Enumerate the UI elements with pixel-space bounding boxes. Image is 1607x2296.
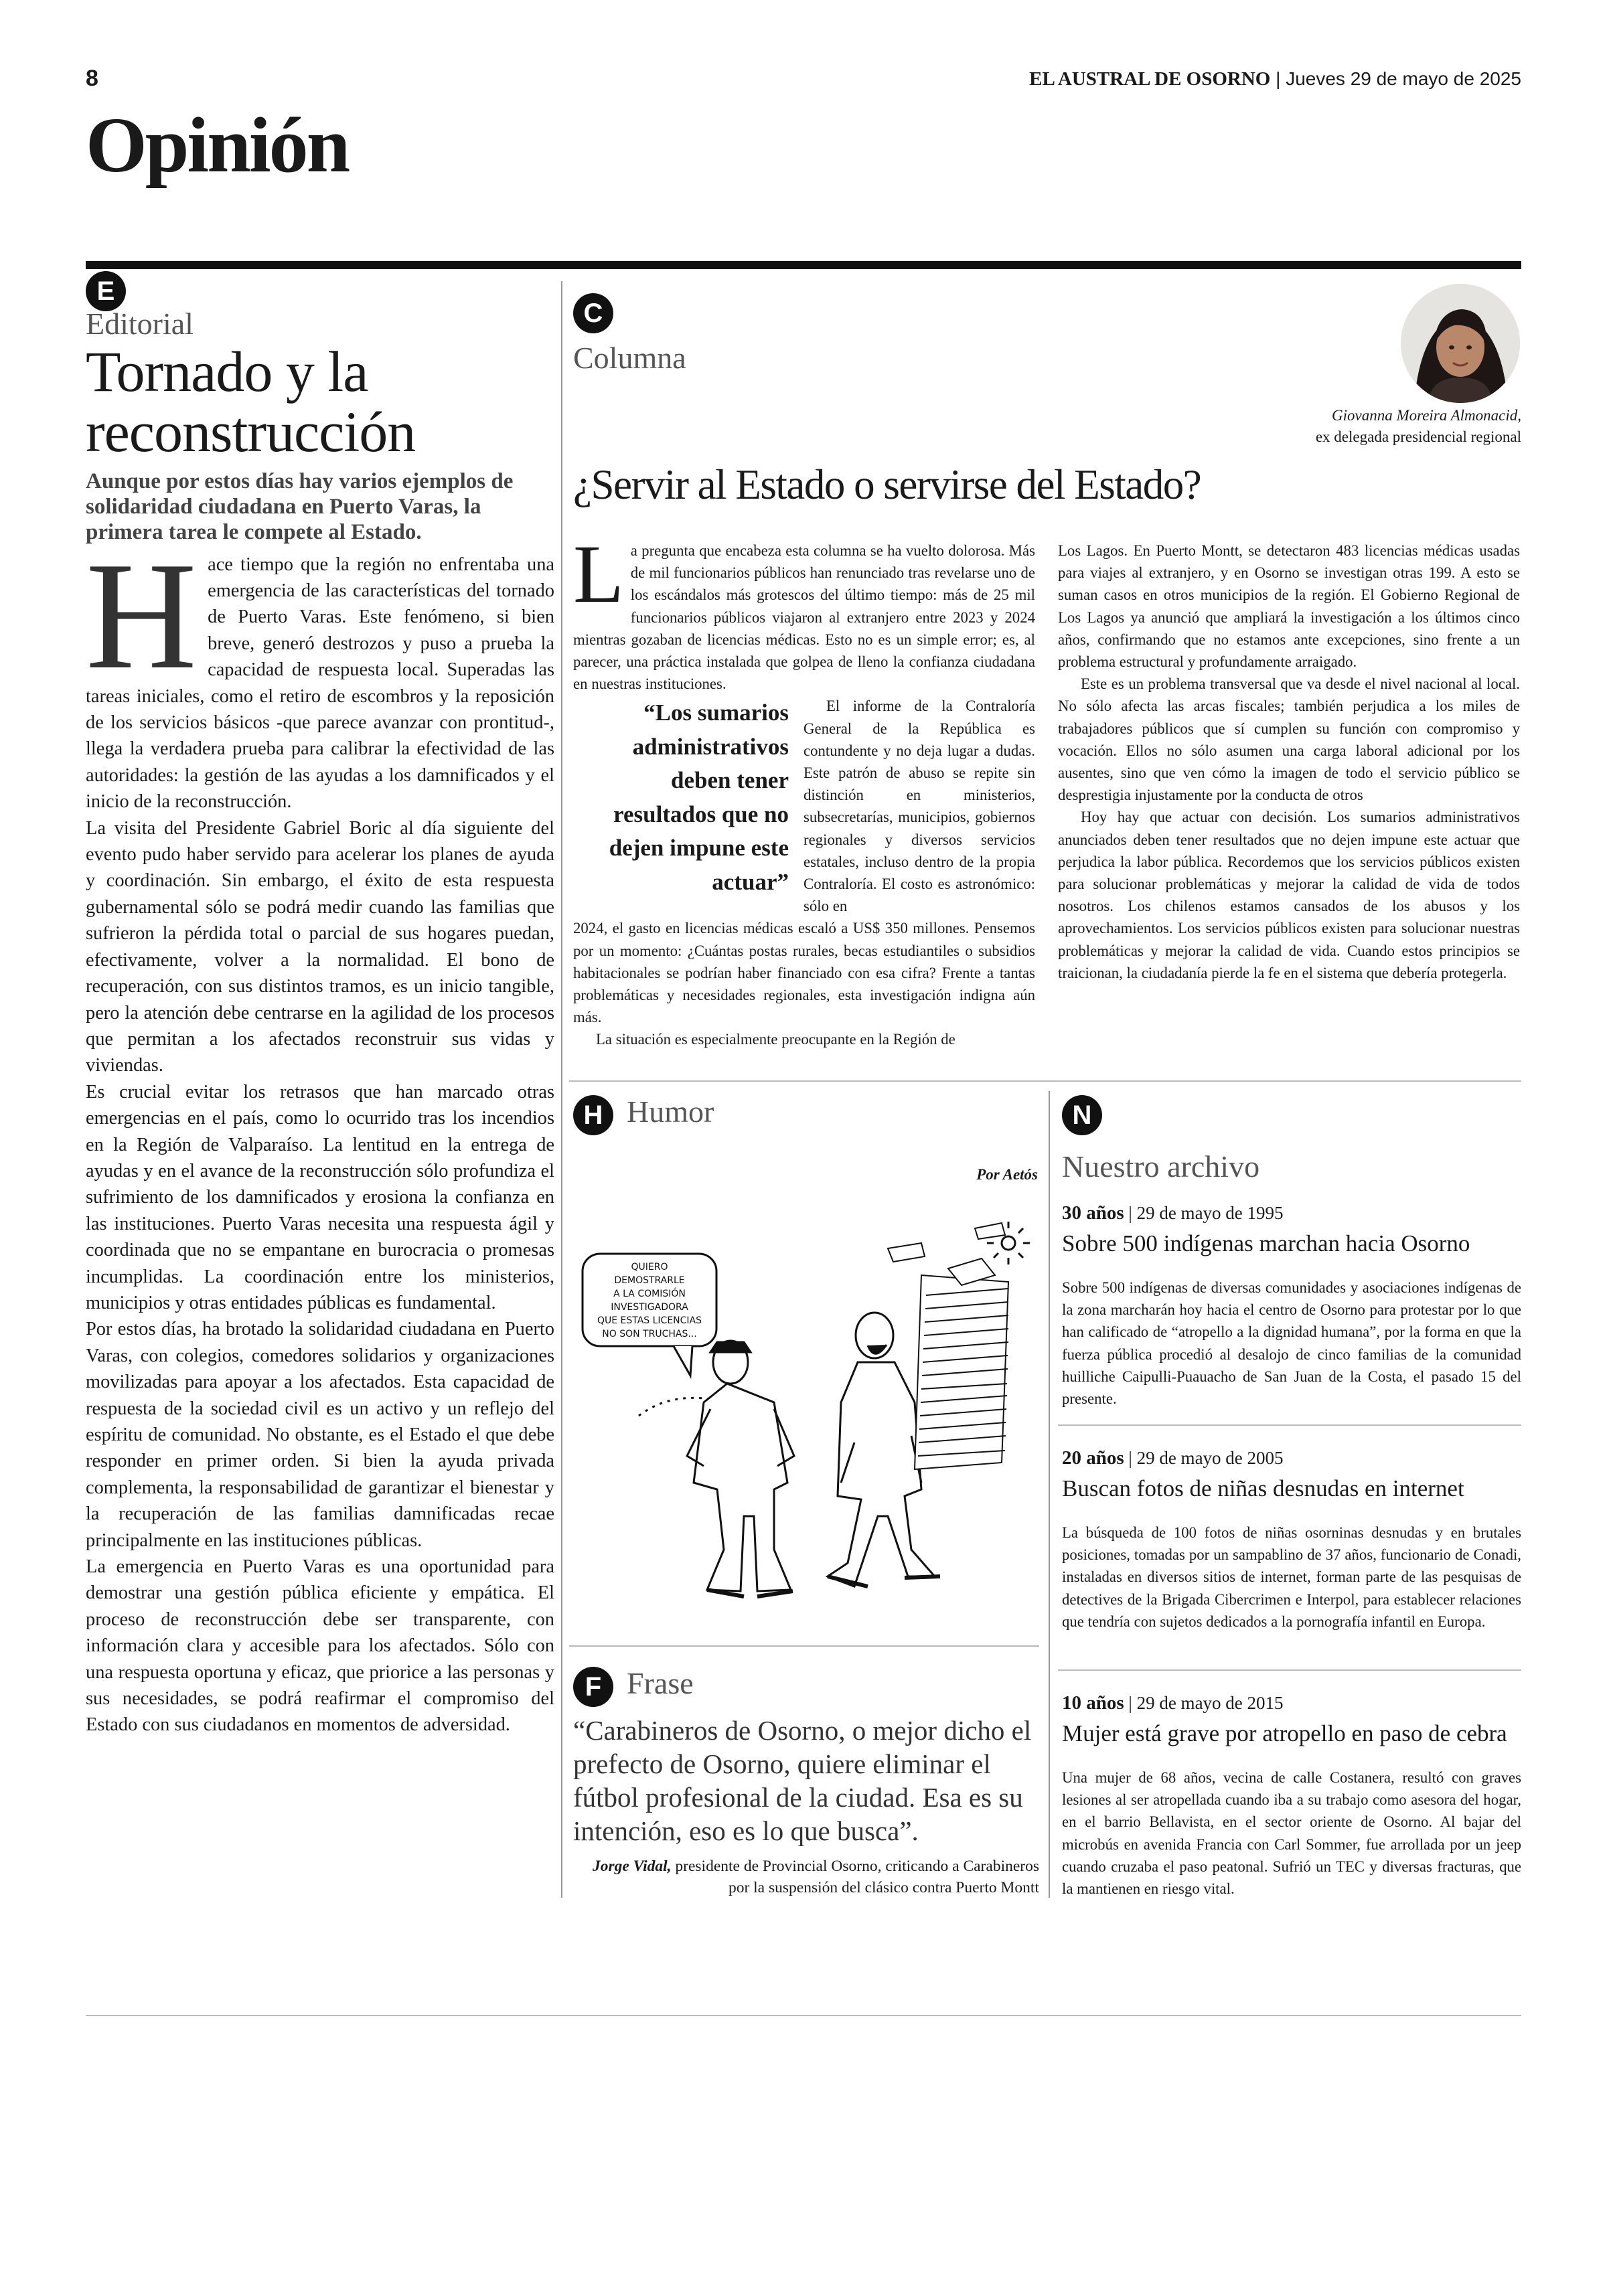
pullquote-row xyxy=(573,695,1035,917)
editorial-deck: Aunque por estos días hay varios ejemplos de solidaridad ciudadana en Puerto Varas, la primera tarea le compete al Estado. xyxy=(86,469,514,544)
column-lead-paragraph: La pregunta que encabeza esta columna se ha vuelto dolorosa. Más de mil funcionarios públicos han renunciado tras revelarse uno de los escándalos más grotescos del último tiempo: más de 25 mil funcionarios públicos viajaron al extranjero entre 2023 y 2024 mientras gozaban de licencias médicas. Esto no es un simple error; es, al parecer, una práctica instalada que golpea de lleno la confianza ciudadana en nuestras instituciones. xyxy=(573,528,1035,693)
humor-byline: Por Aetós xyxy=(976,1166,1038,1183)
frase-badge: F xyxy=(573,1667,613,1707)
humor-bottom-rule xyxy=(569,1645,1039,1647)
frase-author: Jorge Vidal, xyxy=(593,1858,672,1875)
cartoon xyxy=(573,1202,1039,1610)
archive-item-title: Buscan fotos de niñas desnudas en internet xyxy=(1062,1475,1464,1501)
cartoon-speech-line: INVESTIGADORA xyxy=(611,1302,688,1313)
column-bottom-rule xyxy=(569,1080,1521,1082)
archive-rule-2 xyxy=(1058,1669,1521,1671)
archive-item-years: 30 años xyxy=(1062,1202,1124,1224)
column-body-left xyxy=(573,528,1035,1051)
author-role: ex delegada presidencial regional xyxy=(1315,428,1521,445)
author-credit xyxy=(1316,405,1521,448)
cartoon-speech-line: QUE ESTAS LICENCIAS xyxy=(597,1315,702,1326)
author-portrait-icon xyxy=(1401,284,1520,403)
cartoon-speech-line: NO SON TRUCHAS... xyxy=(602,1329,697,1339)
editorial-title-line1: Tornado y la xyxy=(86,339,368,404)
column-pullquote: “Los sumarios administrativos deben tener resultados que no dejen impune este actuar” xyxy=(609,700,789,895)
column-title: ¿Servir al Estado o servirse del Estado? xyxy=(573,461,1201,508)
archive-item xyxy=(1062,1202,1521,1410)
archive-item-title: Sobre 500 indígenas marchan hacia Osorno xyxy=(1062,1230,1470,1256)
footer-rule xyxy=(86,2015,1521,2016)
humor-badge: H xyxy=(573,1095,613,1135)
cartoon-speech-line: QUIERO xyxy=(631,1262,668,1273)
editorial-paragraph: Por estos días, ha brotado la solidaridad ciudadana en Puerto Varas, con colegios, comedores solidarios y organizaciones movilizadas para apoyar a los afectados. Esta capacidad de respuesta de la sociedad civil es un activo y un reflejo del espíritu de comunidad. No obstante, es el Estado el que debe responder en primer orden. Si bien la ayuda privada complementa, la responsabilidad de garantizar el bienestar y la recuperación de las familias damnificadas recae principalmente en las instituciones públicas. xyxy=(86,1319,554,1551)
archive-item-years: 10 años xyxy=(1062,1692,1124,1714)
issue-date: | Jueves 29 de mayo de 2025 xyxy=(1276,68,1521,89)
frase-quote: “Carabineros de Osorno, o mejor dicho el prefecto de Osorno, quiere eliminar el fútbol profesional de la ciudad. Esa es su intención, eso es lo que busca”. xyxy=(573,1715,1032,1846)
editorial-paragraph: La visita del Presidente Gabriel Boric al día siguiente del evento pudo haber servido para acelerar los planes de ayuda y coordinación. Sin embargo, el éxito de esta respuesta gubernamental sólo se podrá medir cuando las familias que sufrieron la pérdida total o parcial de sus hogares puedan, efectivamente, volver a la normalidad. El bono de recuperación, con sus distintos tramos, es un inicio tangible, pero la atención debe centrarse en la agilidad de los procesos que permitan a los afectados reconstruir sus vidas y viviendas. xyxy=(86,817,554,1076)
column-paragraph-side: El informe de la Contraloría General de la República es contundente y no deja lugar a dudas. Este patrón de abuso se repite sin distinción en ministerios, subsecretarías, municipios, gobiernos regionales y diversos servicios estatales, incluso dentro de la propia Contraloría. El costo es astronómico: sólo en xyxy=(804,698,1035,915)
archive-item-text: Una mujer de 68 años, vecina de calle Costanera, resultó con graves lesiones al ser atropellada cuando iba a su trabajo como asesora del hogar, en el barrio Bellavista, en el sector oriente de Osorno. Al bajar del microbús en avenida Francia con Carl Sommer, fue arrollada por un jeep cuando cruzaba el paso peatonal. Sufrió un TEC y diversas fracturas, que la mantienen en riesgo vital. xyxy=(1062,1769,1521,1898)
column-paragraph: Hoy hay que actuar con decisión. Los sumarios administrativos anunciados deben tener resultados que no dejen impune este actuar que perjudica la labor pública. Recordemos que los servicios públicos existen para solucionar problemáticas y mejorar la calidad de vida de todos nosotros. Los chilenos estamos cansados de los abusos y los aprovechamientos. Los servicios públicos existen para solucionar nuestras problemáticas y mejorar la calidad de vida. Cuando estos principios se traicionan, la ciudadanía pierde la fe en el sistema que debería protegerla. xyxy=(1058,809,1520,981)
top-rule xyxy=(86,261,1521,269)
archive-item-years: 20 años xyxy=(1062,1447,1124,1469)
archive-item xyxy=(1062,1447,1521,1633)
masthead xyxy=(1029,68,1521,90)
archive-item-date: 30 años | 29 de mayo de 1995 xyxy=(1062,1202,1284,1224)
page-number: 8 xyxy=(86,66,98,91)
archive-item xyxy=(1062,1692,1521,1900)
column-body-right xyxy=(1058,540,1520,984)
archive-item-date: 10 años | 29 de mayo de 2015 xyxy=(1062,1692,1284,1714)
column-paragraph: 2024, el gasto en licencias médicas escaló a US$ 350 millones. Pensemos por un momento: ¿Cuántas postas rurales, becas estudiantiles o subsidios habitacionales se podrían haber financiado con esa cifra? Frente a tantas problemáticas y necesidades regionales, esta investigación indigna aún más. xyxy=(573,920,1035,1026)
column-paragraph: La situación es especialmente preocupante en la Región de xyxy=(596,1031,955,1048)
archive-badge: N xyxy=(1062,1095,1102,1135)
archive-kicker: Nuestro archivo xyxy=(1062,1149,1260,1183)
editorial-paragraph: La emergencia en Puerto Varas es una oportunidad para demostrar una gestión pública eficiente y empática. El proceso de reconstrucción debe ser transparente, con información clara y accesible para los afectados. Sólo con una respuesta oportuna y eficaz, que priorice a las personas y sus necesidades, se podrá reafirmar el compromiso del Estado con sus ciudadanos en momentos de adversidad. xyxy=(86,1556,554,1736)
humor-kicker: Humor xyxy=(627,1094,714,1129)
column-badge: C xyxy=(573,293,613,333)
frase-context: presidente de Provincial Osorno, criticando a Carabineros por la suspensión del clásico contra Puerto Montt xyxy=(675,1858,1039,1896)
cartoon-speech-line: DEMOSTRARLE xyxy=(614,1275,685,1286)
column-dropcap: L xyxy=(573,528,624,620)
editorial-paragraph: Es crucial evitar los retrasos que han marcado otras emergencias en el país, como lo ocurrido tras los incendios en la Región de Valparaíso. La lentitud en la entrega de ayudas y en el avance de la reconstrucción sólo profundiza el sufrimiento de los damnificados y erosiona la confianza en las instituciones. Puerto Varas necesita una respuesta ágil y coordinada que no se empantane en burocracia o promesas incumplidas. La coordinación entre los ministerios, municipios y otras entidades públicas es fundamental. xyxy=(86,1081,554,1313)
editorial-title-line2: reconstrucción xyxy=(86,399,416,464)
frase-kicker: Frase xyxy=(627,1666,694,1700)
column-kicker: Columna xyxy=(573,341,686,375)
archive-item-text: La búsqueda de 100 fotos de niñas osorninas desnudas y en brutales posiciones, tomadas por un sampablino de 37 años, funcionario de Conadi, instaladas en diversos sitios de internet, forman parte de las pesquisas de detectives de la Brigada Cibercrimen e Interpol, para establecer relaciones que tendría con sujetos dedicados a la pornografía infantil en Europa. xyxy=(1062,1524,1521,1630)
author-photo xyxy=(1401,284,1520,403)
section-title: Opinión xyxy=(86,101,349,189)
archive-item-text: Sobre 500 indígenas de diversas comunidades y asociaciones indígenas de la zona marcharán hoy hacia el centro de Osorno para protestar por lo que han calificado de “atropello a la dignidad humana”, por la forma en que la fuerza pública procedió al desalojo de cinco familias de la comunidad huilliche Caipulli-Puauacho de San Juan de la Costa, el pasado 15 del presente. xyxy=(1062,1279,1521,1408)
editorial-kicker: Editorial xyxy=(86,307,194,341)
cartoon-drawing xyxy=(573,1202,1039,1610)
frase-attribution xyxy=(573,1856,1039,1898)
archive-item-date: 20 años | 29 de mayo de 2005 xyxy=(1062,1447,1284,1469)
editorial-title xyxy=(86,341,554,462)
author-name: Giovanna Moreira Almonacid, xyxy=(1332,407,1521,424)
editorial-badge: E xyxy=(86,271,126,311)
editorial-paragraph: Hace tiempo que la región no enfrentaba una emergencia de las características del tornado de Puerto Varas. Este fenómeno, si bien breve, generó destrozos y puso a prueba la capacidad de respuesta local. Superadas las tareas iniciales, como el retiro de escombros y la reposición de los servicios básicos -que parece avanzar con prontitud-, llega la verdadera prueba para calibrar la efectividad de las autoridades: la gestión de las ayudas a los damnificados y el inicio de la reconstrucción. xyxy=(86,529,554,813)
newspaper-name: EL AUSTRAL DE OSORNO xyxy=(1029,68,1271,90)
cartoon-speech-line: A LA COMISIÓN xyxy=(613,1289,686,1299)
column-paragraph: Este es un problema transversal que va desde el nivel nacional al local. No sólo afecta las arcas fiscales; también perjudica a los miles de trabajadores públicos que sí cumplen su función con compromiso y vocación. Ellos no sólo asumen una carga laboral adicional por los ausentes, sino que ven cómo la imagen de todo el servicio público se desprestigia injustamente por la conducta de otros xyxy=(1058,675,1520,804)
editorial-section xyxy=(86,271,554,1738)
column-divider-right xyxy=(1049,1091,1050,1898)
editorial-dropcap: H xyxy=(86,529,198,701)
archive-rule-1 xyxy=(1058,1424,1521,1426)
archive-item-title: Mujer está grave por atropello en paso de cebra xyxy=(1062,1720,1507,1746)
editorial-body xyxy=(86,529,554,1738)
column-divider-left xyxy=(561,281,562,1898)
column-paragraph: Los Lagos. En Puerto Montt, se detectaron 483 licencias médicas usadas para viajes al extranjero, y en Osorno se investigan otras 199. A esto se suman casos en otros municipios de la región. El Gobierno Regional de Los Lagos ya anunció que ampliará la investigación a los últimos cinco años, confirmando que no estamos ante excepciones, sino frente a un problema estructural y profundamente arraigado. xyxy=(1058,542,1520,671)
